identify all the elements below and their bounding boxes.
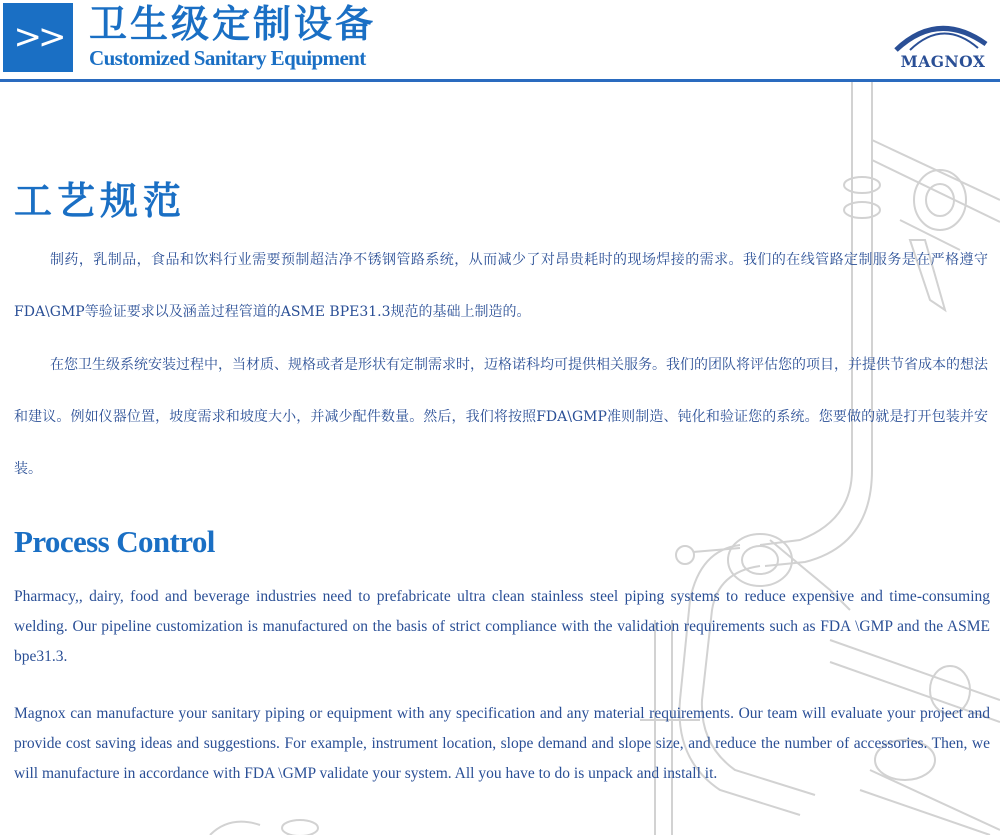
- paragraph-cn-2: 在您卫生级系统安装过程中，当材质、规格或者是形状有定制需求时，迈格诺科均可提供相关服务。我们的团队将评估您的项目，并提供节省成本的想法和建议。例如仪器位置，坡度需求和坡度大小，并减少配件数量。然后，我们将按照FDA\GMP准则制造、钝化和验证您的系统。您要做的就是打开包装并安装。: [14, 357, 988, 477]
- header-title-cn: 卫生级定制设备: [89, 1, 377, 46]
- header-title-en: Customized Sanitary Equipment: [89, 46, 366, 70]
- double-chevron-icon: >>: [3, 3, 73, 72]
- magnox-logo: [888, 14, 998, 78]
- magnox-arc-logo: [888, 14, 998, 54]
- paragraph-en-2: Magnox can manufacture your sanitary piping or equipment with any specification and any material requirements. Our team will evaluate your project and provide cost saving ideas and suggestions. For example, instrument location, slope demand and slope size, and reduce the number of accessories. Then, we will manufacture in accordance with FDA \GMP validate your system. All you have to do is unpack and install it.: [14, 705, 990, 782]
- paragraph-cn-1: 制药，乳制品，食品和饮料行业需要预制超洁净不锈钢管路系统，从而减少了对昂贵耗时的现场焊接的需求。我们的在线管路定制服务是在严格遵守FDA\GMP等验证要求以及涵盖过程管道的ASME BPE31.3规范的基础上制造的。: [14, 252, 988, 320]
- page-header: [0, 0, 1000, 84]
- logo-text: MAGNOX: [900, 52, 986, 71]
- header-divider: [0, 79, 1000, 82]
- section-heading-cn: 工艺规范: [14, 178, 187, 223]
- paragraph-en-1: Pharmacy,, dairy, food and beverage industries need to prefabricate ultra clean stainless steel piping systems to reduce expensive and time-consuming welding. Our pipeline customization is manufactured on the basis of strict compliance with the validation requirements such as FDA \GMP and the ASME bpe31.3.: [14, 588, 990, 665]
- section-heading-en: Process Control: [14, 524, 215, 559]
